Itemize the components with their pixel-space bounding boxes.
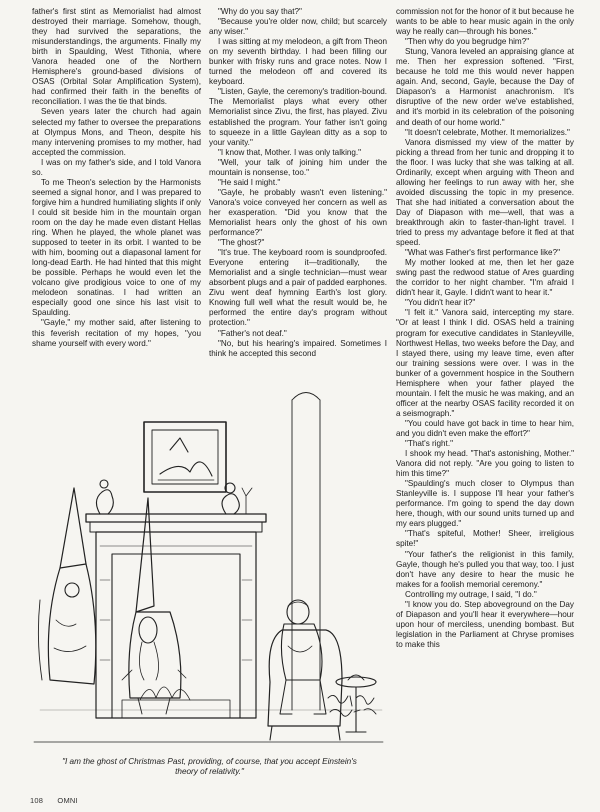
paragraph: "Spaulding's much closer to Olympus than Stanleyville is. I suppose I'll hear your father's performance. I'm going to spend the day down here, though, with our sound units turned up and my ears plugged." <box>396 479 574 529</box>
paragraph: "You could have got back in time to hear him, and you didn't even make the effort?" <box>396 418 574 438</box>
paragraph: "Gayle, he probably wasn't even listening." Vanora's voice conveyed her concern as well as her exasperation. "Did you know that the Memorialist hears only the ghost of his own performance?" <box>209 187 387 238</box>
page-footer <box>30 796 90 805</box>
text-column-1 <box>32 7 201 349</box>
text-column-2 <box>209 7 387 359</box>
paragraph: "Well, your talk of joining him under the mountain is nonsense, too." <box>209 157 387 177</box>
ghost-figure <box>122 498 186 714</box>
paragraph: "He said I might." <box>218 177 281 187</box>
paragraph: Vanora dismissed my view of the matter by picking a thread from her tunic and dropping it to the floor. I was lucky that she was talking at all. Ordinarily, except when arguing with Theon and allowing her feelings to run away with her, she avoided discussing the topic in my presence. That she had initiated a conversation about the Day of Diapason with me—well, that was a breakthrough akin to faster-than-light travel. I tried to press my advantage before it fled at that speed. <box>396 137 574 248</box>
paragraph: "That's right." <box>405 439 453 449</box>
fireplace <box>96 532 256 718</box>
paragraph: "No, but his hearing's impaired. Sometimes I think he accepted this second <box>209 338 387 358</box>
paragraph: My mother looked at me, then let her gaze swing past the redwood statue of Ares guarding the corridor to her night chamber. "I'm afraid I didn't hear it, Gayle. I didn't want to hear it." <box>396 258 574 298</box>
artist-signature <box>328 695 376 716</box>
paragraph: "It's true. The keyboard room is soundproofed. Everyone entering it—traditionally, the Memorialist and a single technician—must wear absorbent plugs and a pair of padded earphones. Zivu went deaf hymning Earth's lost glory. Knowing full well what the result would be, he performed the entire day's program without protection." <box>209 248 387 328</box>
paragraph: commission not for the honor of it but because he wants to be able to hear music again in the only way he really can—through his bones." <box>396 7 574 37</box>
magazine-name: OMNI <box>57 796 78 805</box>
paragraph: I shook my head. "That's astonishing, Mother." Vanora did not reply. "Are you going to listen to him this time?" <box>396 449 574 479</box>
paragraph: I was on my father's side, and I told Vanora so. <box>32 157 201 177</box>
paragraph: Seven years later the church had again selected my father to oversee the preparations at Olympus Mons, and Theon, despite his many intervening promises to my mother, had accepted the commission. <box>32 107 201 157</box>
paragraph: "Then why do you begrudge him?" <box>405 37 530 47</box>
text-column-3 <box>396 7 574 650</box>
cartoon-illustration <box>30 380 387 752</box>
armchair-man <box>268 600 342 740</box>
paragraph: "Your father's the religionist in this family, Gayle, though he's pulled you that way, too. I just don't have any desire to hear the music he makes for a foolish memorial ceremony." <box>396 549 574 589</box>
paragraph: Controlling my outrage, I said, "I do." <box>405 589 537 599</box>
paragraph: father's first stint as Memorialist had almost destroyed their marriage. Somehow, though, they had survived the separations, the misunderstandings, the arguments. Finally my birth in Spaulding, West Tithonia, where Vanora headed one of the Northern Hemisphere's ground-based divisions of OSAS (Orbital Solar Amplification System), had confirmed their faith in the benefits of reconciliation. I was the tie that binds. <box>32 7 201 107</box>
paragraph: "It doesn't celebrate, Mother. It memorializes." <box>405 127 570 137</box>
page-number: 108 <box>30 796 44 805</box>
cartoon-caption: "I am the ghost of Christmas Past, providing, of course, that you accept Einstein's theory of relativity." <box>62 757 357 776</box>
paragraph: I was sitting at my melodeon, a gift from Theon on my seventh birthday. I had been filling our bunker with frisky runs and grace notes. Now I turned the melodeon off and covered its keyboard. <box>209 37 387 87</box>
paragraph: "I know that, Mother. I was only talking." <box>218 147 362 157</box>
paragraph: "I know you do. Step aboveground on the Day of Diapason and you'll hear it everywhere—hour upon hour of merciless, unending bombast. But legislation in the Parliament at Chryse promises to make this <box>396 599 574 649</box>
paragraph: To me Theon's selection by the Harmonists seemed a signal honor, and I was prepared to forgive him a hundred humiliating slights if only I could sit beside him in the mountain organ room on the day he made even distant Hellas ring. When he played, the whole planet was supposed to teeter in its orbit. I wanted to be with him, booming out a diapasonal lament for long-dead Earth. He had hinted that this might be possible. Perhaps he would even let the volcano give prodigious voice to one of my melodeon sonatinas. I had written an especially good one since his last visit to Spaulding. <box>32 177 201 318</box>
paragraph: "Father's not deaf." <box>218 328 287 338</box>
framed-picture <box>144 422 226 492</box>
paragraph: "That's spiteful, Mother! Sheer, irreligious spite!" <box>396 529 574 549</box>
paragraph: "The ghost?" <box>218 238 265 248</box>
paragraph: "Listen, Gayle, the ceremony's tradition-bound. The Memorialist plays what every other Memorialist since Zivu, the first, has played. Zivu established the program. Your father isn't going to squeeze in a little Gaylean ditty as a sop to your vanity." <box>209 87 387 147</box>
paragraph: "You didn't hear it?" <box>405 298 476 308</box>
paragraph: Stung, Vanora leveled an appraising glance at me. Then her expression softened. "First, because he told me this would never happen again. And, second, Gayle, because the Day of Diapason's a Harmonist anachronism. It's disruptive of the new order we've established, and it's morbid in its celebration of the poisoning and death of our home world." <box>396 47 574 127</box>
paragraph: "Gayle," my mother said, after listening to this feverish recitation of my hopes, "you shame yourself with every word." <box>32 318 201 348</box>
paragraph: "Because you're older now, child; but scarcely any wiser." <box>209 17 387 37</box>
paragraph: "What was Father's first performance like?" <box>405 248 560 258</box>
paragraph: "Why do you say that?" <box>218 7 302 16</box>
paragraph: "I felt it." Vanora said, intercepting my stare. "Or at least I think I did. OSAS held a training program for executive candidates in Stanleyville, Northwest Hellas, two weeks before the Day, and I stayed there, using my leave time, even after our training sessions were over. I was in the bunker of a government hospice in the Southern Hemisphere when your father played the mountain. I felt the music he was making, and an officer at the nearby OSAS facility recorded it on a seismograph." <box>396 308 574 418</box>
